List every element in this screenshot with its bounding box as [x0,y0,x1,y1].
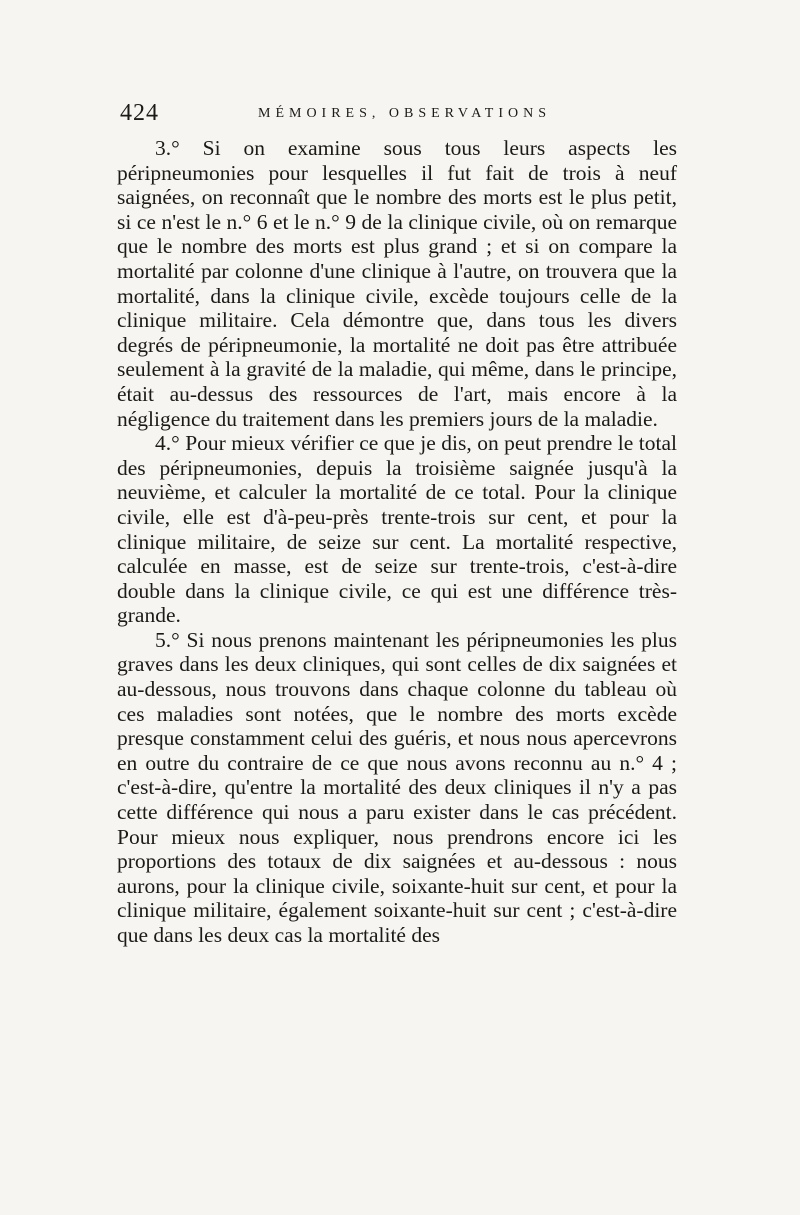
paragraph-3: 3.° Si on examine sous tous leurs aspects les péripneumonies pour lesquelles il fut fait de trois à neuf saignées, on reconnaît que le nombre des morts est le plus petit, si ce n'est le n.° 6 et le n.° 9 de la clinique civile, où on remarque que le nombre des morts est plus grand ; et si on compare la mortalité par colonne d'une clinique à l'autre, on trouvera que la mortalité, dans la clinique civile, excède toujours celle de la clinique militaire. Cela démontre que, dans tous les divers degrés de péripneumonie, la mortalité ne doit pas être attribuée seulement à la gravité de la maladie, qui même, dans le principe, était au-dessus des ressources de l'art, mais encore à la négligence du traitement dans les premiers jours de la maladie. [117,136,677,431]
paragraph-4: 4.° Pour mieux vérifier ce que je dis, on peut prendre le total des péripneumonies, depuis la troisième saignée jusqu'à la neuvième, et calculer la mortalité de ce total. Pour la clinique civile, elle est d'à-peu-près trente-trois sur cent, et pour la clinique militaire, de seize sur cent. La mortalité respective, calculée en masse, est de seize sur trente-trois, c'est-à-dire double dans la clinique civile, ce qui est une différence très-grande. [117,431,677,628]
page-header [118,100,678,132]
page-number: 424 [120,100,159,126]
running-head: MÉMOIRES, OBSERVATIONS [258,106,551,121]
body-text [117,136,677,948]
paragraph-5: 5.° Si nous prenons maintenant les péripneumonies les plus graves dans les deux cliniques, qui sont celles de dix saignées et au-dessous, nous trouvons dans chaque colonne du tableau où ces maladies sont notées, que le nombre des morts excède presque constamment celui des guéris, et nous nous apercevrons en outre du contraire de ce que nous avons reconnu au n.° 4 ; c'est-à-dire, qu'entre la mortalité des deux cliniques il n'y a pas cette différence qui nous a paru exister dans le cas précédent. Pour mieux nous expliquer, nous prendrons encore ici les proportions des totaux de dix saignées et au-dessous : nous aurons, pour la clinique civile, soixante-huit sur cent, et pour la clinique militaire, également soixante-huit sur cent ; c'est-à-dire que dans les deux cas la mortalité des [117,627,677,947]
